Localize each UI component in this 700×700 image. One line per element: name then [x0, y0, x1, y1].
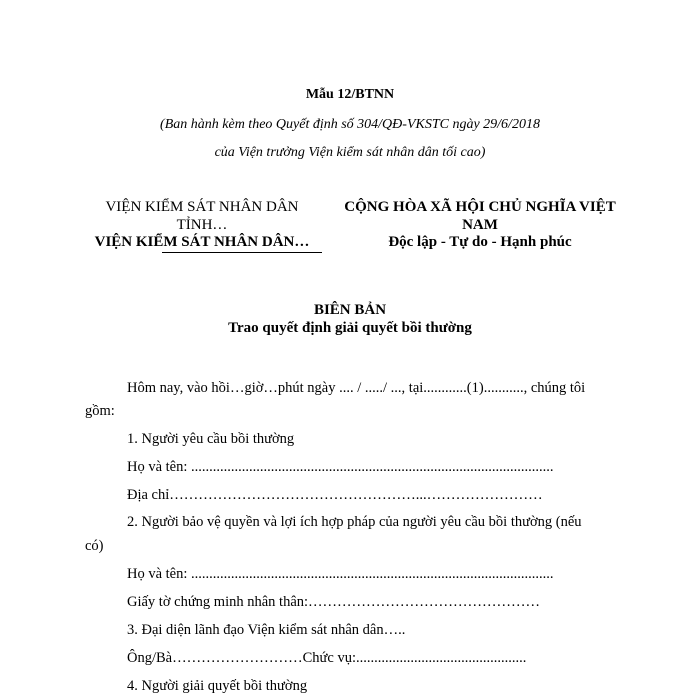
section3-heading: 3. Đại diện lãnh đạo Viện kiểm sát nhân dân….. — [127, 622, 406, 638]
form-code: Mẫu 12/BTNN — [305, 87, 395, 102]
section1-address-field: Địa chỉ……………………………………………...…………………… — [127, 487, 543, 503]
national-title-line2: NAM — [462, 217, 498, 233]
national-title-line1: CỘNG HÒA XÃ HỘI CHỦ NGHĨA VIỆT — [344, 199, 616, 215]
document-title: BIÊN BẢN — [313, 302, 387, 318]
agency-name-line2: TỈNH… — [176, 217, 228, 233]
document-subtitle: Trao quyết định giải quyết bồi thường — [228, 320, 472, 336]
section3-person-field: Ông/Bà………………………Chức vụ:............................................... — [127, 650, 527, 666]
section2-heading-line2: có) — [85, 538, 104, 554]
issuance-note-line2: của Viện trưởng Viện kiểm sát nhân dân tối cao) — [214, 145, 486, 160]
section2-name-field: Họ và tên: .................................................................................................... — [127, 566, 554, 582]
agency-underline — [162, 252, 322, 253]
issuance-note-line1: (Ban hành kèm theo Quyết định số 304/QĐ-VKSTC ngày 29/6/2018 — [160, 117, 540, 132]
section1-name-field: Họ và tên: .................................................................................................... — [127, 459, 554, 475]
agency-name-line1: VIỆN KIỂM SÁT NHÂN DÂN — [105, 199, 299, 215]
section4-heading: 4. Người giải quyết bồi thường — [127, 678, 308, 694]
intro-text-line2: gồm: — [85, 403, 115, 419]
agency-name-line3: VIỆN KIỂM SÁT NHÂN DÂN… — [94, 234, 310, 250]
section2-id-field: Giấy tờ chứng minh nhân thân:………………………………………… — [127, 594, 541, 610]
section2-heading-line1: 2. Người bảo vệ quyền và lợi ích hợp pháp của người yêu cầu bồi thường (nếu — [127, 514, 582, 530]
section1-heading: 1. Người yêu cầu bồi thường — [127, 431, 295, 447]
national-motto: Độc lập - Tự do - Hạnh phúc — [388, 234, 572, 250]
intro-text-line1: Hôm nay, vào hồi…giờ…phút ngày .... / ...../ ..., tại............(1)..........., chúng tôi — [127, 380, 586, 396]
